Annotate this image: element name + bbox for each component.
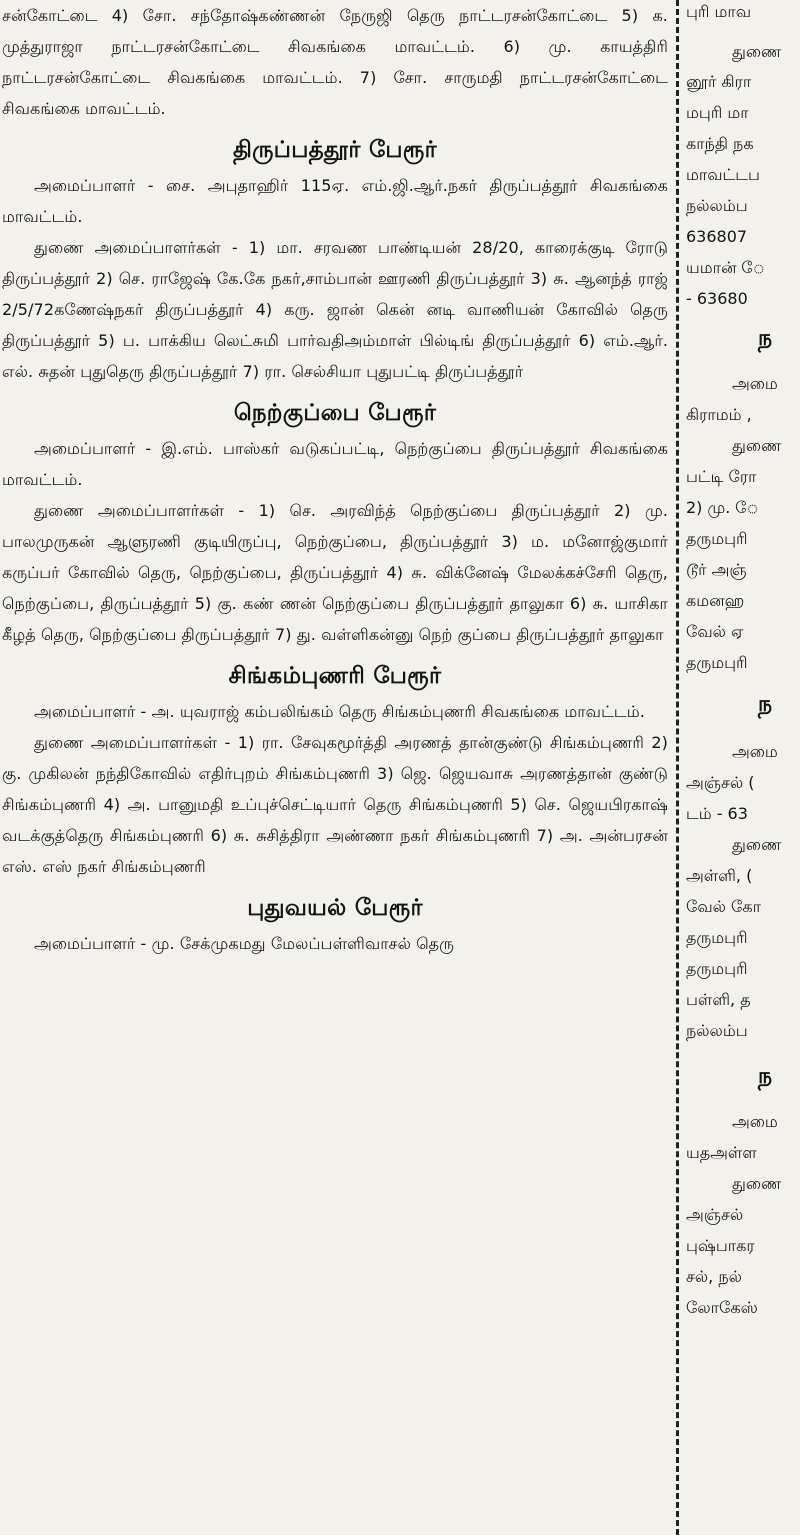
right-column — [686, 0, 800, 1535]
right-line: துணை — [732, 835, 782, 854]
right-line: அஞ்சல் ( — [686, 773, 755, 792]
section-heading: சிங்கம்புணரி பேரூர் — [228, 663, 442, 689]
right-line: காந்தி நக — [686, 134, 754, 153]
right-line: 636807 — [686, 227, 748, 246]
section-heading: நெற்குப்பை பேரூர் — [233, 400, 437, 426]
right-line: தருமபுரி — [686, 928, 748, 947]
right-line: - 63680 — [686, 289, 748, 308]
section-heading: புதுவயல் பேரூர் — [247, 895, 423, 921]
right-line: தருமபுரி — [686, 529, 748, 548]
section-nerkuppai — [2, 393, 668, 650]
section-singampunari — [2, 656, 668, 882]
right-line: வேல் கோ — [686, 897, 761, 916]
right-line: மபுரி மா — [686, 103, 749, 122]
right-line: யதஅள்ள — [686, 1143, 757, 1162]
right-line: டூர் அஞ் — [686, 560, 747, 579]
organizer-paragraph: அமைப்பாளர் - அ. யுவராஜ் கம்பலிங்கம் தெரு சிங்கம்புணரி சிவகங்கை மாவட்டம். — [34, 702, 645, 721]
column-divider — [676, 0, 679, 1535]
right-line: துணை — [732, 1174, 782, 1193]
right-line: புரி மாவ — [686, 2, 752, 21]
right-line: துணை — [732, 436, 782, 455]
organizer-paragraph: அமைப்பாளர் - இ.எம். பாஸ்கர் வடுகப்பட்டி, நெற்குப்பை திருப்பத்தூர் சிவகங்கை மாவட்டம். — [2, 439, 668, 489]
right-heading: ந — [758, 326, 773, 351]
right-line: னூர் கிரா — [686, 72, 752, 91]
organizer-paragraph: அமைப்பாளர் - சை. அபுதாஹிர் 115ஏ. எம்.ஜி.ஆர்.நகர் திருப்பத்தூர் சிவகங்கை மாவட்டம். — [2, 176, 668, 226]
right-line: மாவட்டப — [686, 165, 760, 184]
right-line: வேல் ஏ — [686, 622, 744, 641]
section-heading: திருப்பத்தூர் பேரூர் — [233, 137, 437, 163]
right-line: நல்லம்ப — [686, 1021, 748, 1040]
right-line: தருமபுரி — [686, 653, 748, 672]
right-line: பள்ளி, த — [686, 990, 751, 1009]
right-line: அமை — [732, 1112, 778, 1131]
right-line: சல், நல் — [686, 1267, 742, 1286]
right-line: யமான் ே — [686, 258, 765, 277]
right-line: டம் - 63 — [686, 804, 748, 823]
right-line: அஞ்சல் — [686, 1205, 744, 1224]
right-line: புஷ்பாகர — [686, 1236, 755, 1255]
section-thiruppathur — [2, 130, 668, 387]
organizer-paragraph: அமைப்பாளர் - மு. சேக்முகமது மேலப்பள்ளிவாசல் தெரு — [34, 934, 455, 953]
right-line: துணை — [732, 42, 782, 61]
right-line: அள்ளி, ( — [686, 866, 753, 885]
right-line: 2) மு. ே — [686, 498, 759, 517]
deputies-paragraph: துணை அமைப்பாளர்கள் - 1) செ. அரவிந்த் நெற்குப்பை திருப்பத்தூர் 2) மு. பாலமுருகன் ஆளுரணி குடியிருப்பு, நெற்குப்பை, திருப்பத்தூர் 3) ம. மனோஜ்குமார் கருப்பர் கோவில் தெரு, நெற்குப்பை, திருப்பத்தூர் 4) சு. விக்னேஷ் மேலக்கச்சேரி தெரு, நெற்குப்பை, திருப்பத்தூர் 5) கு. கண் ணன் நெற்குப்பை திருப்பத்தூர் தாலுகா 6) சு. யாசிகா கீழத் தெரு, நெற்குப்பை திருப்பத்தூர் 7) து. வள்ளிகன்னு நெற் குப்பை திருப்பத்தூர் தாலுகா — [2, 501, 668, 644]
right-line: கிராமம் , — [686, 405, 752, 424]
right-line: அமை — [732, 742, 778, 761]
right-line: தருமபுரி — [686, 959, 748, 978]
section-puduvayal — [2, 888, 668, 959]
deputies-paragraph: துணை அமைப்பாளர்கள் - 1) ரா. சேவுகமூர்த்தி அரணத் தான்குண்டு சிங்கம்புணரி 2) கு. முகிலன் நந்திகோவில் எதிர்புறம் சிங்கம்புணரி 3) ஜெ. ஜெயவாசு அரணத்தான் குண்டு சிங்கம்புணரி 4) அ. பானுமதி உப்புச்செட்டியார் தெரு சிங்கம்புணரி 5) செ. ஜெயபிரகாஷ் வடக்குத்தெரு சிங்கம்புணரி 6) சு. சுசித்திரா அண்ணா நகர் சிங்கம்புணரி 7) அ. அன்பரசன் எஸ். எஸ் நகர் சிங்கம்புணரி — [2, 733, 668, 876]
right-heading: ந — [758, 1064, 773, 1089]
right-line: பட்டி ரோ — [686, 467, 757, 486]
right-line: கமனஹ — [686, 591, 745, 610]
right-line: அமை — [732, 374, 778, 393]
deputies-paragraph: துணை அமைப்பாளர்கள் - 1) மா. சரவண பாண்டியன் 28/20, காரைக்குடி ரோடு திருப்பத்தூர் 2) செ. ராஜேஷ் கே.கே நகர்,சாம்பான் ஊரணி திருப்பத்தூர் 3) சு. ஆனந்த் ராஜ் 2/5/72கணேஷ்நகர் திருப்பத்தூர் 4) கரு. ஜான் கென் னடி வாணியன் கோவில் தெரு திருப்பத்தூர் 5) ப. பாக்கிய லெட்சுமி பார்வதிஅம்மாள் பில்டிங் திருப்பத்தூர் 6) எம்.ஆர். எல். சுதன் புதுதெரு திருப்பத்தூர் 7) ரா. செல்சியா புதுபட்டி திருப்பத்தூர் — [2, 238, 668, 381]
right-line: நல்லம்ப — [686, 196, 748, 215]
right-line: லோகேஸ் — [686, 1298, 758, 1317]
right-heading: ந — [758, 692, 773, 717]
intro-paragraph: சன்கோட்டை 4) சோ. சந்தோஷ்கண்ணன் நேருஜி தெரு நாட்டரசன்கோட்டை 5) க. முத்துராஜா நாட்டரசன்கோட்டை சிவகங்கை மாவட்டம். 6) மு. காயத்திரி நாட்டரசன்கோட்டை சிவகங்கை மாவட்டம். 7) சோ. சாருமதி நாட்டரசன்கோட்டை சிவகங்கை மாவட்டம். — [2, 6, 668, 118]
